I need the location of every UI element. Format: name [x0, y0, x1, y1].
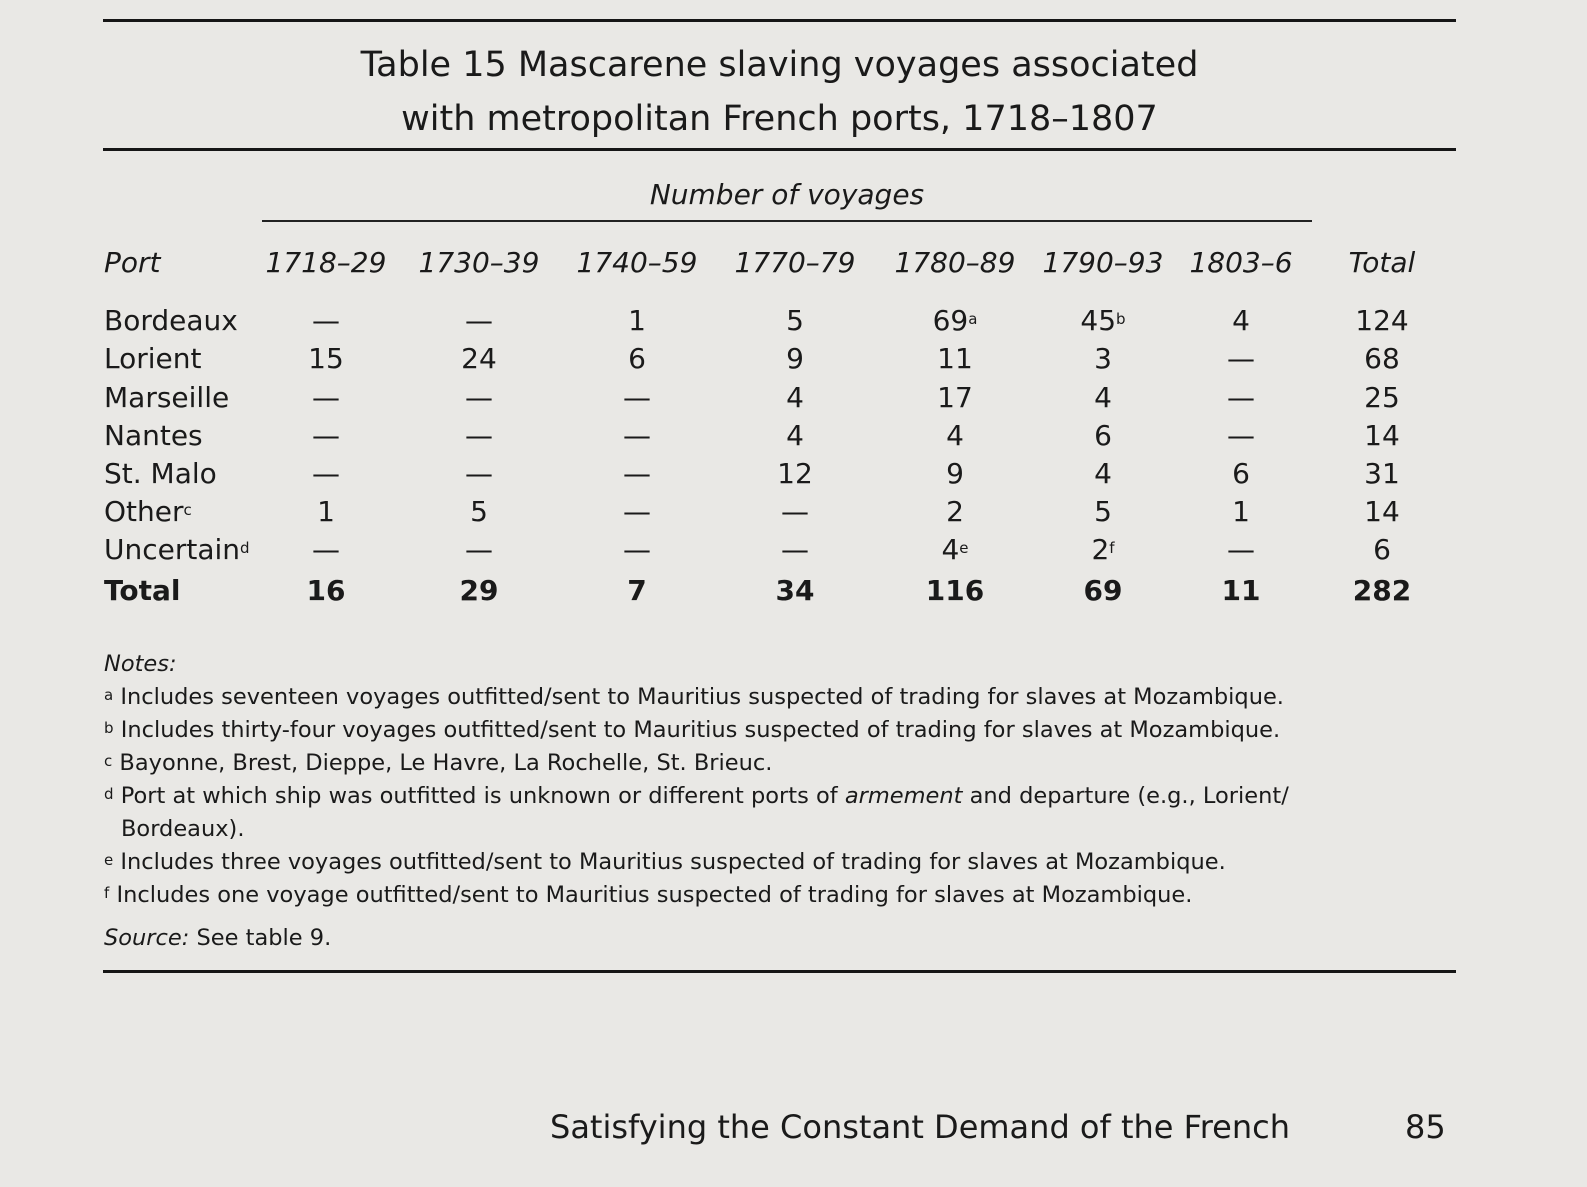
table-cell: —: [312, 381, 340, 414]
column-header: 1740–59: [576, 246, 698, 279]
table-cell: 5: [470, 495, 488, 528]
table-cell: 1: [628, 304, 646, 337]
table-cell: —: [312, 419, 340, 452]
table-cell: 31: [1364, 457, 1400, 490]
total-row-label: Total: [104, 574, 181, 607]
column-header-port: Port: [104, 246, 161, 279]
table-cell: 25: [1364, 381, 1400, 414]
row-port-label: Marseille: [104, 381, 230, 414]
column-header: Total: [1348, 246, 1416, 279]
row-port-label: Nantes: [104, 419, 203, 452]
footnote-marker: d: [240, 539, 250, 557]
table-cell: —: [465, 304, 493, 337]
source-note: Source: See table 9.: [104, 925, 332, 951]
title-bottom-rule: [103, 148, 1456, 151]
row-port-label: St. Malo: [104, 457, 217, 490]
footnote-marker: f: [1109, 539, 1115, 557]
row-port-label: Uncertain$^d$: [104, 533, 250, 566]
column-header: 1730–39: [418, 246, 540, 279]
table-cell: —: [781, 533, 809, 566]
table-cell: —: [1227, 381, 1255, 414]
table-cell: 1: [317, 495, 335, 528]
table-cell: —: [781, 495, 809, 528]
table-cell: 2: [946, 495, 964, 528]
table-cell: —: [623, 495, 651, 528]
table-cell: —: [465, 381, 493, 414]
note-d-continued: Bordeaux).: [121, 816, 245, 842]
top-rule: [103, 19, 1456, 22]
table-cell: 124: [1355, 304, 1409, 337]
table-cell: 5: [1094, 495, 1112, 528]
notes-section: [104, 648, 1464, 955]
note-b: $^b$ Includes thirty-four voyages outfitted/sent to Mauritius suspected of trading for slaves at Mozambique.: [104, 717, 1281, 743]
table-cell: —: [1227, 533, 1255, 566]
total-cell: 282: [1352, 574, 1412, 607]
table-cell: 11: [937, 342, 973, 375]
table-cell: 4: [786, 419, 804, 452]
footnote-marker: c: [183, 501, 192, 519]
table-cell: —: [623, 457, 651, 490]
table-cell: 68: [1364, 342, 1400, 375]
total-cell: 69: [1083, 574, 1123, 607]
table-cell: —: [1227, 419, 1255, 452]
table-cell: 15: [308, 342, 344, 375]
table-cell: —: [465, 533, 493, 566]
note-d: $^d$ Port at which ship was outfitted is unknown or different ports of armement and departure (e.g., Lorient/: [104, 783, 1289, 809]
table-cell: —: [312, 533, 340, 566]
column-header: 1780–89: [894, 246, 1016, 279]
note-a: $^a$ Includes seventeen voyages outfitted/sent to Mauritius suspected of trading for slaves at Mozambique.: [104, 684, 1284, 710]
table-cell: 6: [1373, 533, 1391, 566]
column-header: 1718–29: [265, 246, 387, 279]
table-cell: —: [312, 304, 340, 337]
table-cell: —: [465, 457, 493, 490]
table-cell: —: [312, 457, 340, 490]
total-cell: 7: [627, 574, 647, 607]
total-cell: 34: [775, 574, 815, 607]
table-cell: 4: [786, 381, 804, 414]
column-header: 1790–93: [1042, 246, 1164, 279]
table-cell: 4: [1094, 381, 1112, 414]
total-cell: 11: [1221, 574, 1261, 607]
table-cell: 4: [1094, 457, 1112, 490]
notes-heading: Notes:: [104, 651, 177, 677]
table-cell: 69$^a$: [932, 304, 978, 337]
row-port-label: Bordeaux: [104, 304, 238, 337]
table-cell: 14: [1364, 419, 1400, 452]
span-header: Number of voyages: [649, 178, 925, 211]
table-cell: 12: [777, 457, 813, 490]
column-header: 1770–79: [734, 246, 856, 279]
bottom-rule: [103, 970, 1456, 973]
footnote-marker: a: [968, 310, 978, 328]
row-port-label: Other$^c$: [104, 495, 192, 528]
page-number: 85: [1405, 1108, 1446, 1146]
table-cell: 6: [1094, 419, 1112, 452]
table-cell: 6: [1232, 457, 1250, 490]
table-cell: 14: [1364, 495, 1400, 528]
table-cell: 4e: [941, 533, 969, 566]
running-title: Satisfying the Constant Demand of the French: [550, 1108, 1290, 1146]
table-cell: 2$^f$: [1091, 533, 1115, 566]
table-cell: —: [623, 381, 651, 414]
table-cell: 9: [946, 457, 964, 490]
table-cell: —: [1227, 342, 1255, 375]
table-cell: —: [623, 533, 651, 566]
table-title-line2: with metropolitan French ports, 1718–1807: [401, 99, 1158, 139]
table-cell: 3: [1094, 342, 1112, 375]
table-cell: 45$^b$: [1080, 304, 1126, 337]
table-title: [103, 38, 1456, 146]
table-cell: 17: [937, 381, 973, 414]
table-cell: 6: [628, 342, 646, 375]
table-cell: 24: [461, 342, 497, 375]
row-port-label: Lorient: [104, 342, 202, 375]
table-title-line1: Table 15 Mascarene slaving voyages associated: [360, 45, 1199, 85]
table-cell: —: [465, 419, 493, 452]
table-cell: 1: [1232, 495, 1250, 528]
total-cell: 29: [459, 574, 499, 607]
footnote-marker: e: [959, 539, 969, 557]
column-header: 1803–6: [1189, 246, 1293, 279]
table-cell: 9: [786, 342, 804, 375]
table-cell: 4: [1232, 304, 1250, 337]
note-c: $^c$ Bayonne, Brest, Dieppe, Le Havre, La Rochelle, St. Brieuc.: [104, 750, 773, 776]
table-cell: 4: [946, 419, 964, 452]
table-cell: —: [623, 419, 651, 452]
span-header-rule: [262, 220, 1312, 222]
table-cell: 5: [786, 304, 804, 337]
note-e: $^e$ Includes three voyages outfitted/sent to Mauritius suspected of trading for slaves at Mozambique.: [104, 849, 1226, 875]
footnote-marker: b: [1116, 310, 1126, 328]
note-f: $^f$ Includes one voyage outfitted/sent to Mauritius suspected of trading for slaves at Mozambique.: [104, 882, 1193, 908]
total-cell: 116: [925, 574, 985, 607]
total-cell: 16: [306, 574, 346, 607]
